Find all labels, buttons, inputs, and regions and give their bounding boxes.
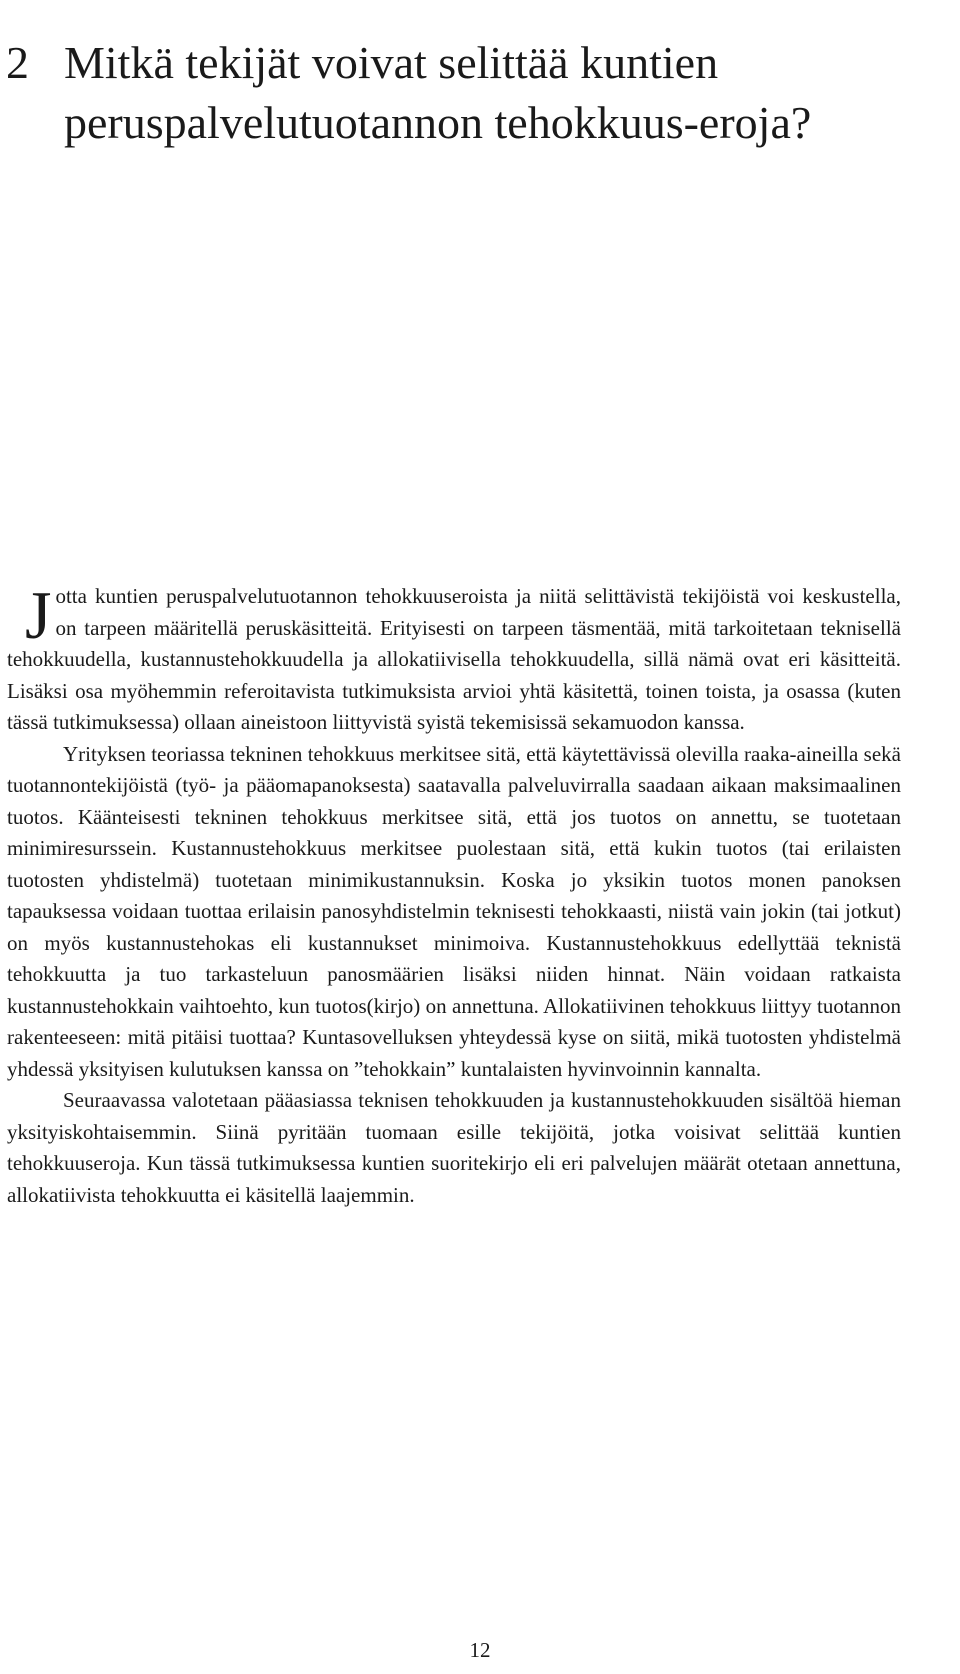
paragraph-1 — [7, 577, 901, 739]
chapter-heading — [6, 33, 906, 153]
page-number: 12 — [469, 1638, 491, 1662]
chapter-title: Mitkä tekijät voivat selittää kuntien peruspalvelutuotannon tehokkuus-eroja? — [64, 36, 812, 148]
paragraph-1-text: otta kuntien peruspalvelutuotannon tehokkuuseroista ja niitä selittävistä tekijöistä voi keskustella, on tarpeen määritellä peruskäsitteitä. Erityisesti on tarpeen täsmentää, mitä tarkoitetaan teknisellä tehokkuudella, kustannustehokkuudella ja allokatiivisella tehokkuudella, sillä nämä ovat eri käsitteitä. Lisäksi osa myöhemmin referoitavista tutkimuksista arvioi yhtä käsitettä, toinen toista, ja osassa (kuten tässä tutkimuksessa) ollaan aineistoon liittyvistä syistä tekemisissä sekamuodon kanssa. — [7, 584, 901, 734]
body-text — [7, 577, 901, 1211]
chapter-number: 2 — [6, 36, 29, 88]
paragraph-3: Seuraavassa valotetaan pääasiassa teknisen tehokkuuden ja kustannustehokkuuden sisältöä hieman yksityiskohtaisemmin. Siinä pyritään tuomaan esille tekijöitä, jotka voisivat selittää kuntien tehokkuuseroja. Kun tässä tutkimuksessa kuntien suoritekirjo eli eri palvelujen määrät otetaan annettuna, allokatiivista tehokkuutta ei käsitellä laajemmin. — [7, 1088, 901, 1207]
paragraph-2: Yrityksen teoriassa tekninen tehokkuus merkitsee sitä, että käytettävissä olevilla raaka-aineilla sekä tuotannontekijöistä (työ- ja pääomapanoksesta) saatavalla palveluvirralla saadaan aikaan maksimaalinen tuotos. Käänteisesti tekninen tehokkuus merkitsee sitä, että jos tuotos on annettu, se tuotetaan minimiresurssein. Kustannustehokkuus merkitsee puolestaan sitä, että kukin tuotos (tai erilaisten tuotosten yhdistelmä) tuotetaan minimikustannuksin. Koska jo yksikin tuotos monen panoksen tapauksessa voidaan tuottaa erilaisin panosyhdistelmin teknisesti tehokkaasti, niistä vain jokin (tai jotkut) on myös kustannustehokas eli kustannukset minimoiva. Kustannustehokkuus edellyttää teknistä tehokkuutta ja tuo tarkasteluun panosmäärien lisäksi niiden hinnat. Näin voidaan ratkaista kustannustehokkain vaihtoehto, kun tuotos(kirjo) on annettuna. Allokatiivinen tehokkuus liittyy tuotannon rakenteeseen: mitä pitäisi tuottaa? Kuntasovelluksen yhteydessä kyse on siitä, mikä tuotosten yhdistelmä yhdessä yksityisen kulutuksen kanssa on ”tehokkain” kuntalaisten hyvinvoinnin kannalta. — [7, 741, 901, 1081]
drop-cap: J — [25, 577, 52, 653]
